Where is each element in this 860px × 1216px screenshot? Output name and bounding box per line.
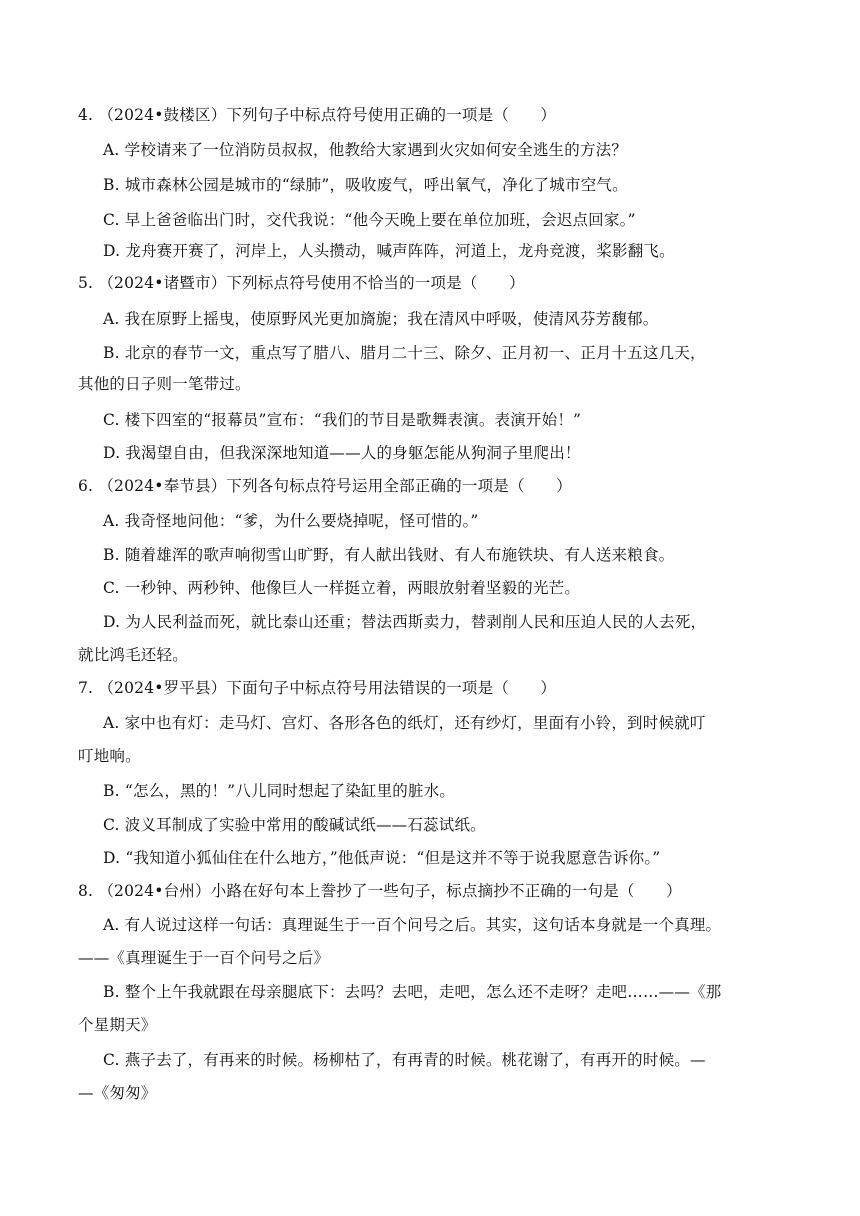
question-5-option-d: D. 我渴望自由，但我深深地知道——人的身躯怎能从狗洞子里爬出！ bbox=[103, 444, 581, 462]
question-8-option-a: A. 有人说过这样一句话：真理诞生于一百个问号之后。其实，这句话本身就是一个真理。 bbox=[103, 916, 722, 934]
question-6-option-a: A. 我奇怪地问他：“爹，为什么要烧掉呢，怪可惜的。” bbox=[103, 512, 479, 530]
question-8-option-b: B. 整个上午我就跟在母亲腿底下：去吗？去吧，走吧，怎么还不走呀？走吧……——《那 bbox=[103, 983, 722, 1001]
question-7-option-c: C. 波义耳制成了实验中常用的酸碱试纸——石蕊试纸。 bbox=[103, 816, 486, 834]
question-5-option-b-continuation: 其他的日子则一笔带过。 bbox=[78, 375, 251, 393]
question-4-option-a: A. 学校请来了一位消防员叔叔，他教给大家遇到火灾如何安全逃生的方法？ bbox=[103, 141, 628, 159]
question-8-option-c-continuation: —《匆匆》 bbox=[78, 1084, 157, 1102]
question-5-stem: 5. （2024•诸暨市）下列标点符号使用不恰当的一项是（ ） bbox=[78, 274, 525, 292]
question-6-stem: 6. （2024•奉节县）下列各句标点符号运用全部正确的一项是（ ） bbox=[78, 477, 572, 495]
question-7-stem: 7. （2024•罗平县）下面句子中标点符号用法错误的一项是（ ） bbox=[78, 679, 557, 697]
question-8-stem: 8. （2024•台州）小路在好句本上誊抄了一些句子，标点摘抄不正确的一句是（ ） bbox=[78, 882, 682, 900]
question-5-option-b: B. 北京的春节一文，重点写了腊八、腊月二十三、除夕、正月初一、正月十五这几天， bbox=[103, 344, 706, 362]
question-8-option-b-continuation: 个星期天》 bbox=[78, 1016, 157, 1034]
question-5-option-c: C. 楼下四室的“报幕员”宣布：“我们的节目是歌舞表演。表演开始！” bbox=[103, 411, 582, 429]
question-4-option-b: B. 城市森林公园是城市的“绿肺”，吸收废气，呼出氧气，净化了城市空气。 bbox=[103, 176, 628, 194]
question-6-option-d-continuation: 就比鸿毛还轻。 bbox=[78, 646, 188, 664]
question-8-option-c: C. 燕子去了，有再来的时候。杨柳枯了，有再青的时候。桃花谢了，有再开的时候。— bbox=[103, 1051, 706, 1069]
question-4-option-d: D. 龙舟赛开赛了，河岸上，人头攒动，喊声阵阵，河道上，龙舟竞渡，桨影翻飞。 bbox=[103, 242, 675, 260]
question-6-option-b: B. 随着雄浑的歌声响彻雪山旷野，有人献出钱财、有人布施铁块、有人送来粮食。 bbox=[103, 546, 675, 564]
question-6-option-d: D. 为人民利益而死，就比泰山还重；替法西斯卖力，替剥削人民和压迫人民的人去死， bbox=[103, 613, 707, 631]
question-7-option-a: A. 家中也有灯：走马灯、宫灯、各形各色的纸灯，还有纱灯，里面有小铃，到时候就叮 bbox=[103, 714, 706, 732]
question-7-option-d: D. “我知道小狐仙住在什么地方，”他低声说：“但是这并不等于说我愿意告诉你。” bbox=[103, 849, 661, 867]
question-4-stem: 4. （2024•鼓楼区）下列句子中标点符号使用正确的一项是（ ） bbox=[78, 106, 557, 124]
question-7-option-b: B. “怎么，黑的！”八儿同时想起了染缸里的脏水。 bbox=[103, 782, 456, 800]
question-6-option-c: C. 一秒钟、两秒钟、他像巨人一样挺立着，两眼放射着坚毅的光芒。 bbox=[103, 579, 581, 597]
question-4-option-c: C. 早上爸爸临出门时，交代我说：“他今天晚上要在单位加班，会迟点回家。” bbox=[103, 211, 636, 229]
question-5-option-a: A. 我在原野上摇曳，使原野风光更加旖旎；我在清风中呼吸，使清风芬芳馥郁。 bbox=[103, 310, 659, 328]
question-8-option-a-continuation: ——《真理诞生于一百个问号之后》 bbox=[78, 949, 330, 967]
question-7-option-a-continuation: 叮地响。 bbox=[78, 747, 141, 765]
